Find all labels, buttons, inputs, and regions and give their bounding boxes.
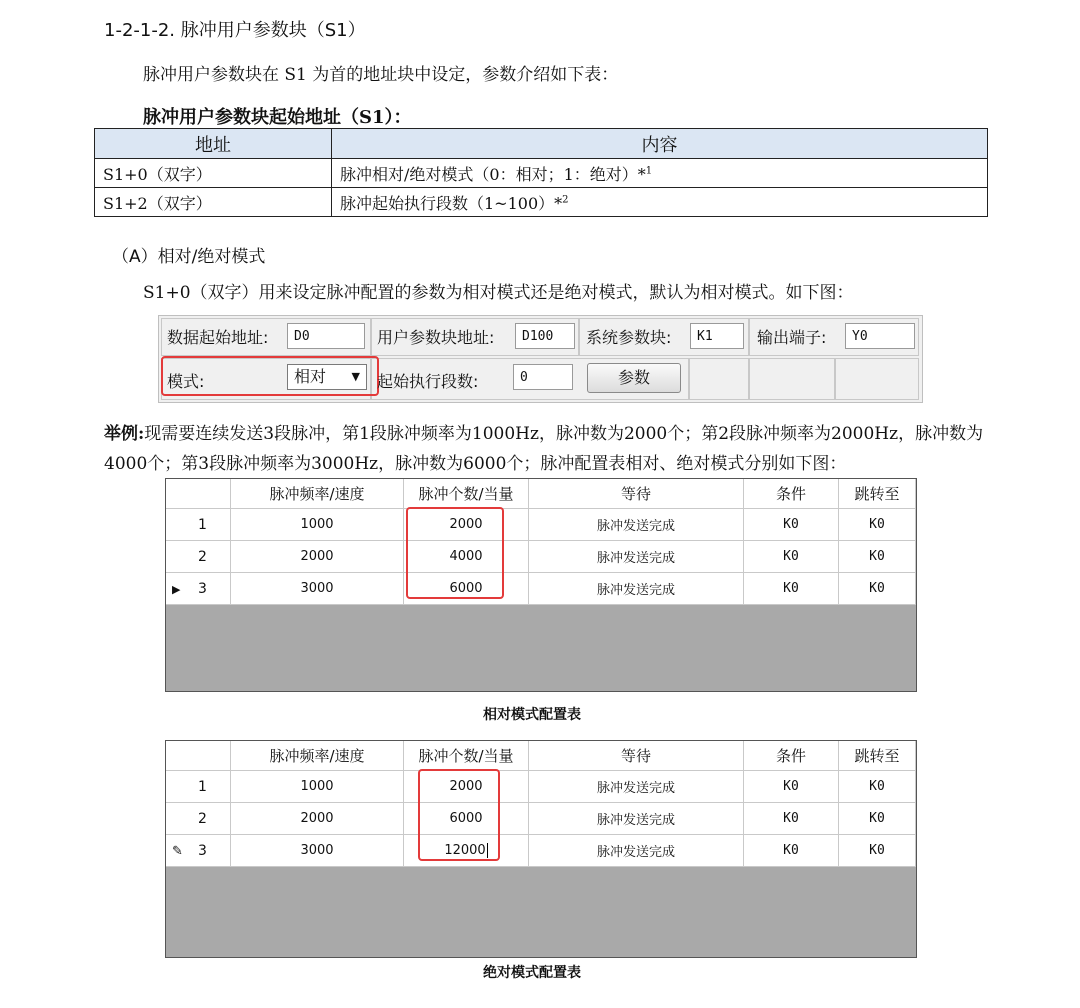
condition-cell[interactable]: K0: [744, 509, 839, 541]
row-index: ▶ 3: [166, 573, 231, 605]
table-row[interactable]: [166, 771, 916, 803]
jump-cell[interactable]: K0: [839, 771, 916, 803]
jump-cell[interactable]: K0: [839, 803, 916, 835]
header-address: 地址: [95, 129, 332, 159]
count-highlight-box: [406, 507, 504, 599]
count-cell[interactable]: 6000: [404, 803, 529, 835]
condition-cell[interactable]: K0: [744, 835, 839, 867]
system-block-input[interactable]: K1: [690, 323, 744, 349]
footnote-mark: 1: [645, 165, 653, 177]
condition-cell[interactable]: K0: [744, 573, 839, 605]
table-row: [95, 159, 988, 188]
row-index: 1: [166, 771, 231, 803]
mode-select-value: 相对: [294, 367, 327, 386]
wait-cell[interactable]: 脉冲发送完成: [529, 573, 744, 605]
row-index: 1: [166, 509, 231, 541]
condition-cell[interactable]: K0: [744, 803, 839, 835]
pencil-edit-icon: ✎: [172, 843, 183, 859]
frequency-cell[interactable]: 1000: [231, 771, 404, 803]
count-highlight-box: [418, 769, 500, 861]
table-row[interactable]: [166, 541, 916, 573]
count-cell[interactable]: 2000: [404, 509, 529, 541]
parameter-button[interactable]: 参数: [587, 363, 681, 393]
count-cell[interactable]: 6000: [404, 573, 529, 605]
grid-header-condition: 条件: [744, 741, 839, 771]
example-paragraph: [104, 419, 984, 479]
grid-header-wait: 等待: [529, 741, 744, 771]
grid-header-row: [166, 479, 916, 509]
grid-header-row: [166, 741, 916, 771]
absolute-mode-caption: 绝对模式配置表: [483, 965, 581, 981]
mode-highlight-box: [161, 356, 379, 396]
table-row: [95, 188, 988, 217]
start-segment-input[interactable]: 0: [513, 364, 573, 390]
user-block-input[interactable]: D100: [515, 323, 575, 349]
relative-mode-caption: 相对模式配置表: [483, 707, 581, 723]
footnote-mark: 2: [562, 194, 569, 206]
grid-header-index: [166, 479, 231, 509]
address-cell: S1+0（双字）: [95, 159, 332, 188]
frequency-cell[interactable]: 3000: [231, 835, 404, 867]
row-index: ✎ 3: [166, 835, 231, 867]
address-table: [94, 128, 988, 217]
grid-header-index: [166, 741, 231, 771]
pulse-config-panel: [158, 315, 923, 403]
address-table-title: 脉冲用户参数块起始地址（S1）：: [143, 107, 412, 128]
table-row[interactable]: [166, 573, 916, 605]
grid-header-jump: 跳转至: [839, 479, 916, 509]
system-block-label: 系统参数块:: [586, 328, 672, 347]
grid-header-jump: 跳转至: [839, 741, 916, 771]
wait-cell[interactable]: 脉冲发送完成: [529, 771, 744, 803]
jump-cell[interactable]: K0: [839, 509, 916, 541]
data-start-label: 数据起始地址:: [167, 328, 269, 347]
grid-header-frequency: 脉冲频率/速度: [231, 741, 404, 771]
frequency-cell[interactable]: 3000: [231, 573, 404, 605]
jump-cell[interactable]: K0: [839, 835, 916, 867]
wait-cell[interactable]: 脉冲发送完成: [529, 835, 744, 867]
output-terminal-input[interactable]: Y0: [845, 323, 915, 349]
condition-cell[interactable]: K0: [744, 541, 839, 573]
section-a-title: （A）相对/绝对模式: [112, 247, 266, 267]
grid-header-count: 脉冲个数/当量: [404, 479, 529, 509]
user-block-label: 用户参数块地址:: [377, 328, 495, 347]
content-cell: 脉冲起始执行段数（1~100）*$^2$: [332, 188, 988, 217]
section-a-description: S1+0（双字）用来设定脉冲配置的参数为相对模式还是绝对模式，默认为相对模式。如下图：: [143, 283, 854, 303]
count-cell[interactable]: 2000: [404, 771, 529, 803]
frequency-cell[interactable]: 2000: [231, 541, 404, 573]
grid-header-wait: 等待: [529, 479, 744, 509]
output-terminal-label: 输出端子:: [757, 328, 827, 347]
absolute-mode-grid: [165, 740, 917, 958]
grid-header-frequency: 脉冲频率/速度: [231, 479, 404, 509]
intro-paragraph: 脉冲用户参数块在 S1 为首的地址块中设定，参数介绍如下表：: [143, 65, 619, 85]
current-row-arrow-icon: ▶: [172, 582, 181, 596]
header-content: 内容: [332, 129, 988, 159]
section-heading: 1-2-1-2. 脉冲用户参数块（S1）: [104, 20, 366, 41]
count-cell[interactable]: 4000: [404, 541, 529, 573]
row-index: 2: [166, 803, 231, 835]
condition-cell[interactable]: K0: [744, 771, 839, 803]
wait-cell[interactable]: 脉冲发送完成: [529, 803, 744, 835]
relative-mode-grid: [165, 478, 917, 692]
start-segment-label: 起始执行段数:: [377, 372, 479, 391]
jump-cell[interactable]: K0: [839, 573, 916, 605]
row-index: 2: [166, 541, 231, 573]
grid-header-count: 脉冲个数/当量: [404, 741, 529, 771]
address-cell: S1+2（双字）: [95, 188, 332, 217]
address-table-header: [95, 129, 988, 159]
content-cell: 脉冲相对/绝对模式（0：相对；1：绝对）*$^1$: [332, 159, 988, 188]
dropdown-arrow-icon: ▼: [351, 370, 360, 383]
frequency-cell[interactable]: 1000: [231, 509, 404, 541]
table-row[interactable]: [166, 509, 916, 541]
jump-cell[interactable]: K0: [839, 541, 916, 573]
table-row[interactable]: [166, 835, 916, 867]
wait-cell[interactable]: 脉冲发送完成: [529, 541, 744, 573]
wait-cell[interactable]: 脉冲发送完成: [529, 509, 744, 541]
grid-header-condition: 条件: [744, 479, 839, 509]
count-cell[interactable]: 12000: [404, 835, 529, 867]
example-text: 现需要连续发送3段脉冲，第1段脉冲频率为1000Hz，脉冲数为2000个；第2段脉冲频率为2000Hz，脉冲数为4000个；第3段脉冲频率为3000Hz，脉冲数为6000个；脉冲配置表相对、绝对模式分别如下图：: [104, 424, 984, 474]
frequency-cell[interactable]: 2000: [231, 803, 404, 835]
example-label: 举例:: [104, 424, 145, 444]
data-start-input[interactable]: D0: [287, 323, 365, 349]
table-row[interactable]: [166, 803, 916, 835]
mode-label: 模式:: [167, 372, 205, 391]
